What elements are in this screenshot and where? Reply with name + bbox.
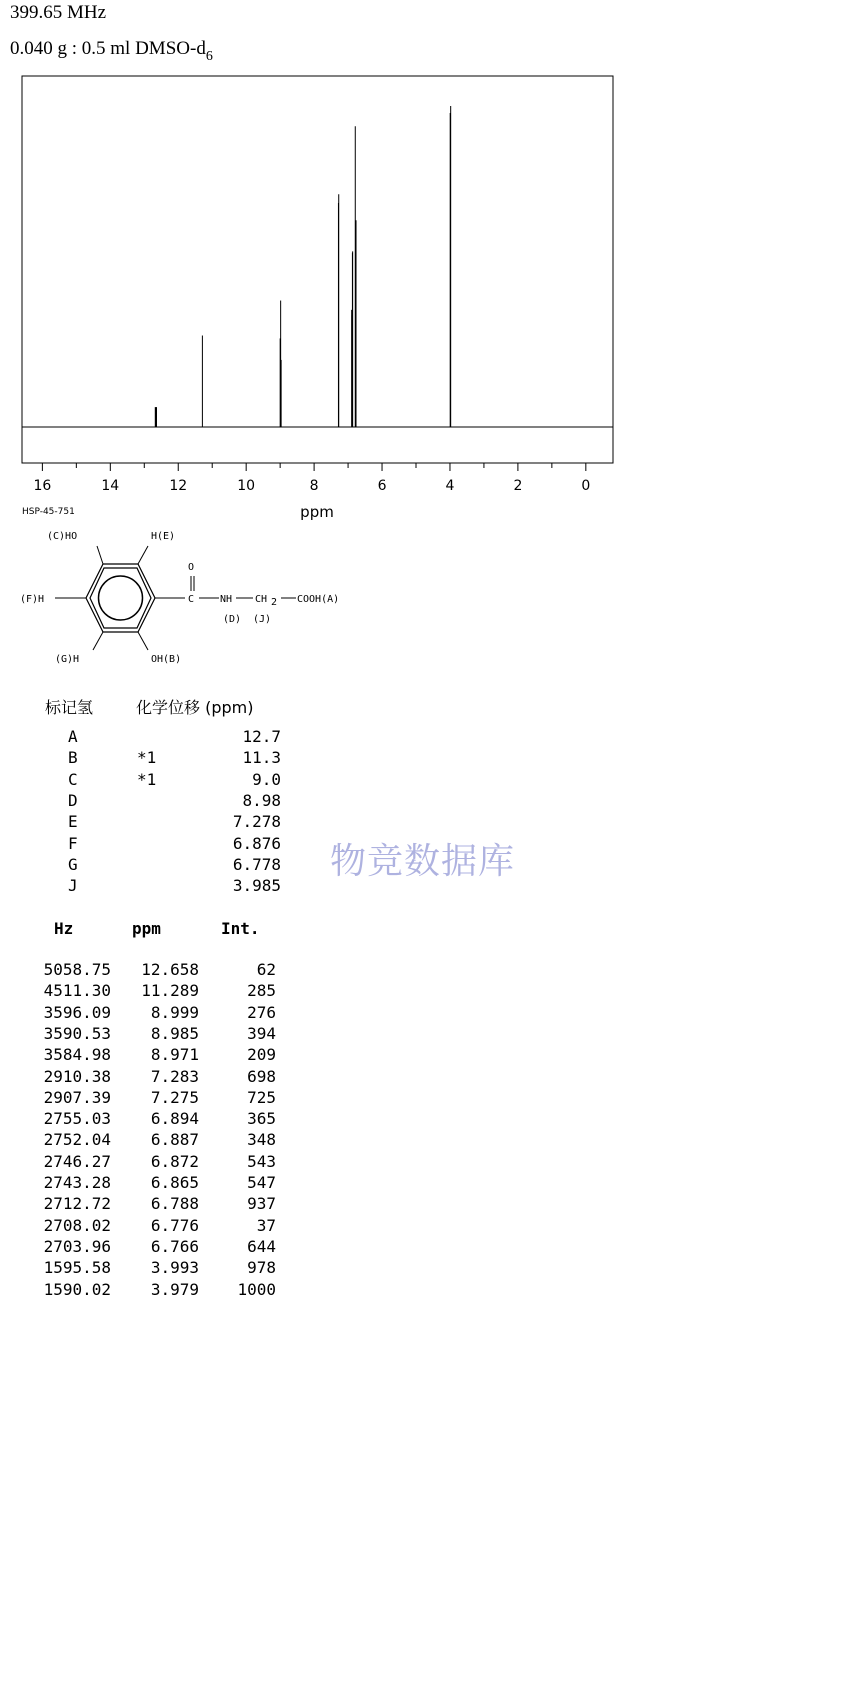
peak-ppm: 6.788 (150, 1194, 199, 1214)
peak-int: 209 (247, 1045, 276, 1065)
label-j: (J) (253, 614, 272, 625)
compound-code: HSP-45-751 (22, 507, 75, 517)
bond-c-ohb (138, 632, 148, 650)
peak-ppm: 3.993 (150, 1258, 199, 1278)
assignment-row (0, 834, 300, 855)
peak-table-header-hz: Hz (54, 919, 74, 938)
peak-row (0, 1003, 300, 1024)
peak-row (0, 1216, 300, 1237)
assignment-row (0, 812, 300, 833)
peak-ppm: 6.865 (150, 1173, 199, 1192)
watermark: 物竞数据库 (330, 841, 516, 882)
peak-hz: 2712.72 (43, 1194, 111, 1214)
assignment-label: C (68, 769, 78, 789)
assignment-label: D (68, 790, 78, 810)
peak-int: 394 (247, 1023, 276, 1043)
assignment-label: G (68, 854, 78, 874)
peak-int: 547 (247, 1173, 276, 1192)
carboxyl-group: COOH(A) (297, 594, 340, 605)
peak-int: 37 (256, 1215, 276, 1235)
assignment-row (0, 727, 300, 748)
peak-hz: 2746.27 (43, 1151, 111, 1171)
assignment-row (0, 791, 300, 812)
assignment-shift: 9.0 (252, 769, 281, 789)
carbonyl-oxygen: O (188, 562, 195, 573)
label-c-ho: (C)HO (47, 531, 78, 542)
peak-row (0, 1152, 300, 1173)
peak-hz: 2755.03 (43, 1109, 111, 1129)
sample-subscript: 6 (205, 49, 213, 64)
assignment-shift: 7.278 (232, 812, 281, 832)
bond-c-he (138, 546, 148, 564)
peak-hz: 2703.96 (43, 1236, 111, 1256)
bond-c-hg (93, 632, 103, 650)
assignment-shift: 11.3 (242, 748, 281, 768)
peak-hz: 3584.98 (43, 1045, 111, 1065)
peak-hz: 1590.02 (43, 1279, 111, 1299)
peak-row (0, 1067, 300, 1088)
peak-row (0, 981, 300, 1002)
peak-int: 285 (247, 981, 276, 1001)
assignment-header-label: 标记氢 (45, 698, 94, 717)
assignment-label: E (68, 812, 78, 832)
x-tick-label: 14 (101, 478, 120, 494)
peak-hz: 4511.30 (43, 981, 111, 1001)
assignment-header-shift: 化学位移 (ppm) (136, 698, 254, 717)
label-f-h: (F)H (20, 594, 45, 605)
methylene-subscript: 2 (271, 597, 278, 608)
peak-ppm: 7.275 (150, 1087, 199, 1107)
peak-table-header-int: Int. (221, 919, 260, 938)
assignment-note: *1 (137, 769, 157, 789)
x-tick-label: 10 (237, 478, 256, 494)
peak-ppm: 8.985 (150, 1023, 199, 1043)
peak-int: 725 (247, 1087, 276, 1107)
peak-hz: 5058.75 (43, 960, 111, 979)
peak-int: 365 (247, 1109, 276, 1129)
peak-int: 62 (256, 960, 276, 979)
peak-row (0, 1109, 300, 1130)
peak-ppm: 11.289 (141, 981, 199, 1001)
peak-table-header-ppm: ppm (132, 919, 161, 938)
peak-ppm: 6.766 (150, 1236, 199, 1256)
peak-ppm: 8.999 (150, 1002, 199, 1022)
assignment-row (0, 748, 300, 769)
label-h-e: H(E) (151, 531, 176, 542)
assignment-shift: 3.985 (232, 876, 281, 896)
peak-ppm: 6.894 (150, 1109, 199, 1129)
peak-row (0, 1258, 300, 1279)
peak-hz: 2907.39 (43, 1087, 111, 1107)
label-g-h: (G)H (55, 654, 80, 665)
carbonyl-carbon: C (188, 594, 195, 605)
peak-hz: 3596.09 (43, 1002, 111, 1022)
x-tick-label: 8 (309, 478, 319, 494)
methylene-ch: CH (255, 594, 268, 605)
sample-text: 0.040 g : 0.5 ml DMSO-d (10, 38, 206, 59)
x-tick-label: 12 (169, 478, 188, 494)
peak-hz: 2708.02 (43, 1215, 111, 1235)
assignment-shift: 8.98 (242, 790, 281, 810)
peak-hz: 2752.04 (43, 1130, 111, 1150)
peak-int: 698 (247, 1066, 276, 1086)
peak-row (0, 1173, 300, 1194)
assignment-shift: 6.876 (232, 833, 281, 853)
peak-ppm: 8.971 (150, 1045, 199, 1065)
amide-nh: NH (220, 594, 233, 605)
peak-hz: 3590.53 (43, 1023, 111, 1043)
bond-c-oh (97, 546, 103, 564)
x-tick-label: 16 (33, 478, 52, 494)
peak-row (0, 1237, 300, 1258)
assignment-label: F (68, 833, 78, 853)
peak-row (0, 1194, 300, 1215)
peak-int: 937 (247, 1194, 276, 1214)
assignment-row (0, 770, 300, 791)
peak-int: 348 (247, 1130, 276, 1150)
peak-ppm: 12.658 (141, 960, 199, 979)
peak-hz: 2910.38 (43, 1066, 111, 1086)
peak-int: 644 (247, 1236, 276, 1256)
assignment-label: B (68, 748, 78, 768)
x-tick-label: 4 (445, 478, 455, 494)
assignment-note: *1 (137, 748, 157, 768)
peak-row (0, 960, 300, 981)
peak-hz: 2743.28 (43, 1173, 111, 1192)
label-oh-b: OH(B) (151, 654, 182, 665)
peak-row (0, 1130, 300, 1151)
peak-ppm: 6.872 (150, 1151, 199, 1171)
assignment-shift: 6.778 (232, 854, 281, 874)
assignment-label: A (68, 727, 78, 746)
benzene-ring (86, 564, 155, 632)
assignment-label: J (68, 876, 78, 896)
peak-row (0, 1024, 300, 1045)
x-tick-label: 6 (377, 478, 387, 494)
x-tick-label: 2 (513, 478, 523, 494)
peak-ppm: 3.979 (150, 1279, 199, 1299)
peak-row (0, 1088, 300, 1109)
peak-hz: 1595.58 (43, 1258, 111, 1278)
peak-ppm: 7.283 (150, 1066, 199, 1086)
spectrometer-frequency: 399.65 MHz (10, 2, 107, 23)
peak-ppm: 6.887 (150, 1130, 199, 1150)
assignment-row (0, 876, 300, 897)
peak-ppm: 6.776 (150, 1215, 199, 1235)
assignment-shift: 12.7 (242, 727, 281, 746)
assignment-row (0, 855, 300, 876)
x-tick-label: 0 (581, 478, 591, 494)
peak-int: 978 (247, 1258, 276, 1278)
peak-int: 276 (247, 1002, 276, 1022)
label-d: (D) (223, 614, 242, 625)
peak-row (0, 1280, 300, 1301)
x-axis-label: ppm (300, 503, 334, 521)
peak-int: 543 (247, 1151, 276, 1171)
aromatic-circle (99, 576, 143, 620)
peak-int: 1000 (237, 1279, 276, 1299)
chemical-structure (0, 0, 850, 680)
peak-row (0, 1045, 300, 1066)
